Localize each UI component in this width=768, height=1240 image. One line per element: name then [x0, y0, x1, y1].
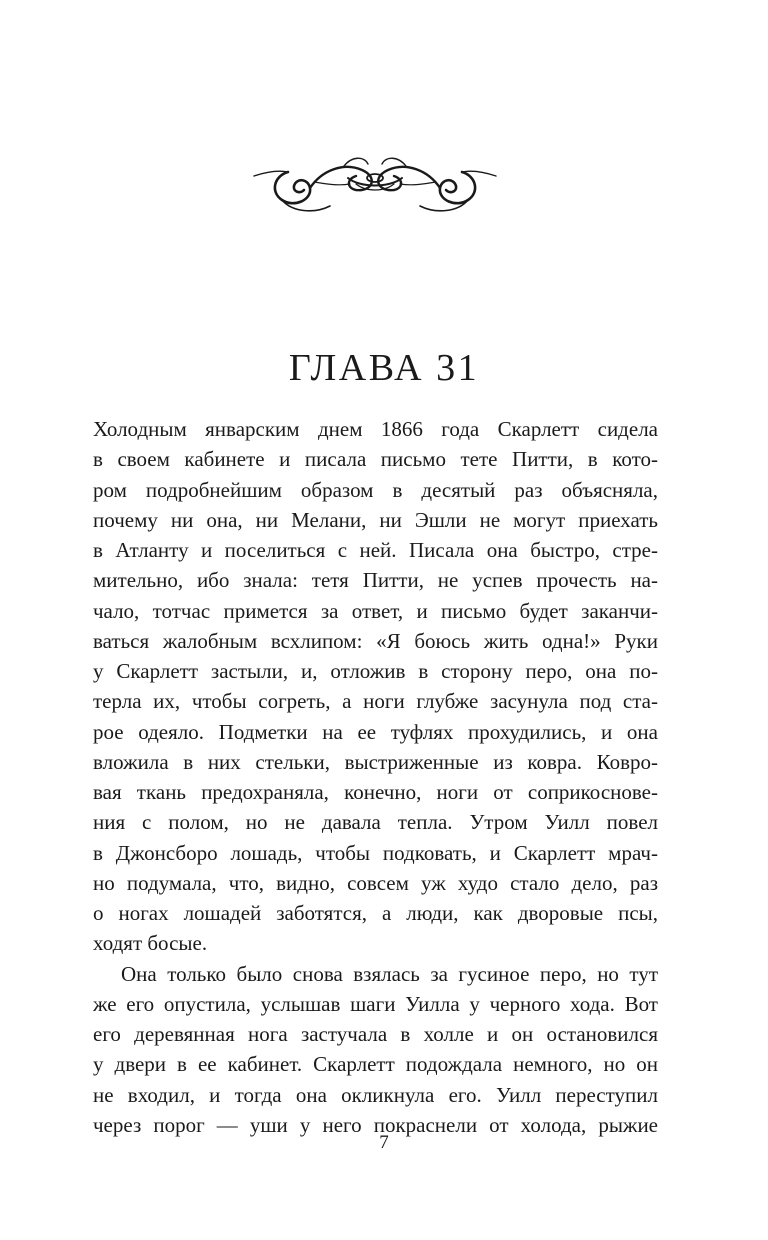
text-line: ния с полом, но не давала тепла. Утром Уилл повел	[93, 810, 658, 835]
text-line: через порог — уши у него покраснели от холода, рыжие	[93, 1112, 658, 1137]
text-line: мительно, ибо знала: тетя Питти, не успев прочесть на-	[93, 568, 658, 593]
text-line: ваться жалобным всхлипом: «Я боюсь жить одна!» Руки	[93, 628, 658, 653]
text-line: его деревянная нога застучала в холле и он остановился	[93, 1022, 658, 1046]
text-line: у Скарлетт застыли, и, отложив в сторону перо, она по-	[93, 659, 658, 683]
text-line: о ногах лошадей заботятся, а люди, как дворовые псы,	[93, 901, 658, 925]
text-line: у двери в ее кабинет. Скарлетт подождала немного, но он	[93, 1052, 658, 1077]
chapter-title: ГЛАВА 31	[288, 347, 480, 389]
text-line: но подумала, что, видно, совсем уж худо стало дело, раз	[93, 870, 658, 895]
text-line: терла их, чтобы согреть, а ноги глубже засунула под ста-	[93, 689, 658, 714]
text-line: рое одеяло. Подметки на ее туфлях прохудились, и она	[93, 719, 658, 744]
text-line: ром подробнейшим образом в десятый раз объясняла,	[93, 477, 658, 502]
text-line: в Джонсборо лошадь, чтобы подковать, и Скарлетт мрач-	[93, 840, 658, 865]
chapter-body	[93, 414, 658, 1140]
chapter-ornament	[252, 148, 498, 220]
text-line: чало, тотчас примется за ответ, и письмо будет заканчи-	[93, 598, 658, 623]
text-line: вложила в них стельки, выстриженные из ковра. Ковро-	[93, 749, 658, 774]
text-line: не входил, и тогда она окликнула его. Уилл переступил	[93, 1082, 658, 1107]
page-number: 7	[379, 1132, 389, 1153]
text-line: почему ни она, ни Мелани, ни Эшли не могут приехать	[93, 507, 658, 532]
flourish-icon	[252, 148, 498, 220]
text-line: ходят босые.	[93, 931, 208, 956]
text-line: же его опустила, услышав шаги Уилла у черного хода. Вот	[93, 991, 658, 1016]
text-line: в своем кабинете и писала письмо тете Питти, в кото-	[93, 447, 658, 472]
text-line: Холодным январским днем 1866 года Скарлетт сидела	[93, 417, 658, 441]
text-line: Она только было снова взялась за гусиное перо, но тут	[121, 961, 658, 986]
text-line: в Атланту и поселиться с ней. Писала она быстро, стре-	[93, 538, 658, 562]
text-line: вая ткань предохраняла, конечно, ноги от соприкоснове-	[93, 780, 658, 804]
